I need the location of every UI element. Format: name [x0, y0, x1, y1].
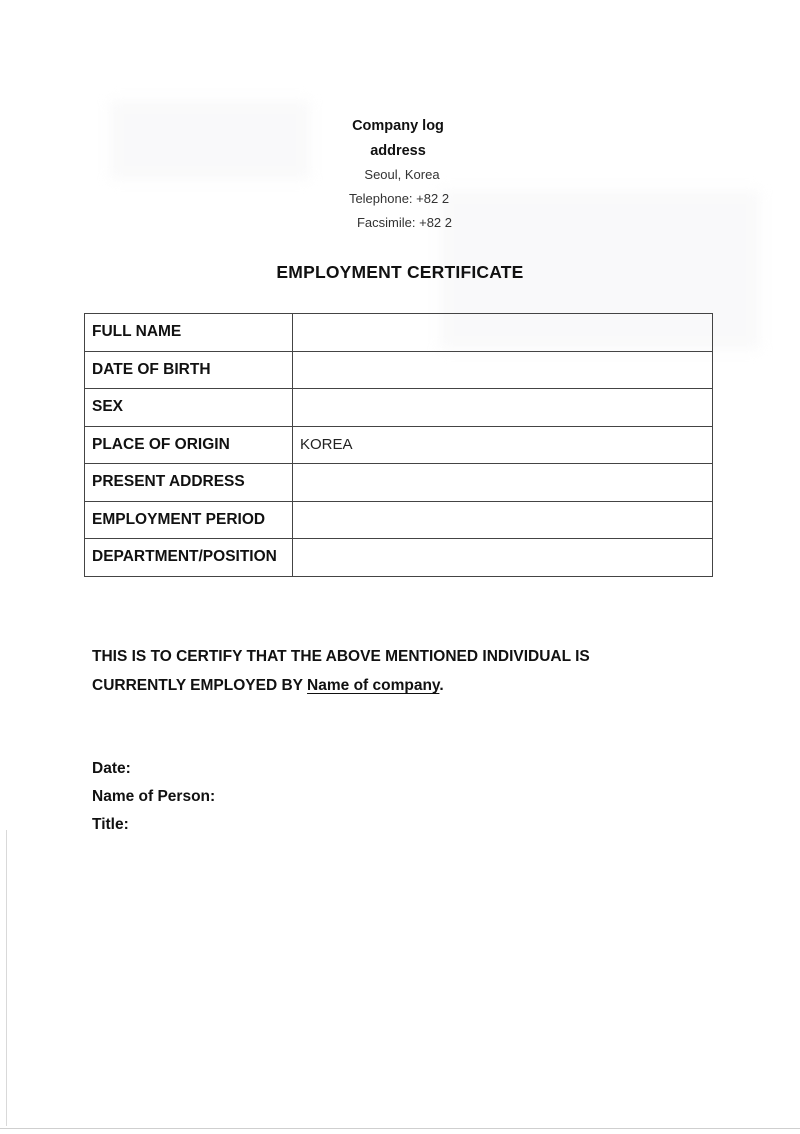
- employee-info-table: [84, 313, 713, 577]
- company-logo-placeholder: Company log: [352, 118, 444, 134]
- certification-line-2-prefix: CURRENTLY EMPLOYED BY: [92, 677, 308, 694]
- field-label-full-name: FULL NAME: [85, 314, 293, 352]
- field-label-employment-period: EMPLOYMENT PERIOD: [85, 501, 293, 539]
- field-value-date-of-birth[interactable]: [293, 351, 713, 389]
- certification-line-1: THIS IS TO CERTIFY THAT THE ABOVE MENTIONED INDIVIDUAL IS: [92, 648, 590, 665]
- certification-statement: [92, 642, 732, 700]
- field-value-place-of-origin[interactable]: KOREA: [293, 426, 713, 464]
- title-label: Title:: [92, 816, 129, 833]
- field-value-present-address[interactable]: [293, 464, 713, 502]
- field-value-sex[interactable]: [293, 389, 713, 427]
- date-label: Date:: [92, 760, 131, 777]
- field-value-employment-period[interactable]: [293, 501, 713, 539]
- company-telephone: Telephone: +82 2: [348, 191, 450, 206]
- letterhead: [0, 113, 800, 235]
- address-label: address: [370, 143, 426, 159]
- document-title: EMPLOYMENT CERTIFICATE: [276, 262, 524, 282]
- table-row: [85, 351, 713, 389]
- company-city: Seoul, Korea: [364, 167, 440, 182]
- company-facsimile: Facsimile: +82 2: [356, 215, 452, 230]
- table-row: [85, 314, 713, 352]
- table-row: [85, 539, 713, 577]
- table-row: [85, 389, 713, 427]
- field-label-department-position: DEPARTMENT/POSITION: [85, 539, 293, 577]
- page-bottom-line: [0, 1128, 800, 1129]
- field-label-present-address: PRESENT ADDRESS: [85, 464, 293, 502]
- field-label-date-of-birth: DATE OF BIRTH: [85, 351, 293, 389]
- table-row: [85, 501, 713, 539]
- name-of-person-label: Name of Person:: [92, 788, 216, 805]
- field-label-sex: SEX: [85, 389, 293, 427]
- field-label-place-of-origin: PLACE OF ORIGIN: [85, 426, 293, 464]
- signature-block: [92, 755, 215, 839]
- field-value-department-position[interactable]: [293, 539, 713, 577]
- page-edge-line: [6, 830, 7, 1126]
- field-value-full-name[interactable]: [293, 314, 713, 352]
- certification-line-2-suffix: .: [439, 677, 444, 694]
- table-row: [85, 464, 713, 502]
- table-row: [85, 426, 713, 464]
- company-name-placeholder: Name of company: [307, 677, 440, 694]
- certification-line-2: [92, 671, 732, 700]
